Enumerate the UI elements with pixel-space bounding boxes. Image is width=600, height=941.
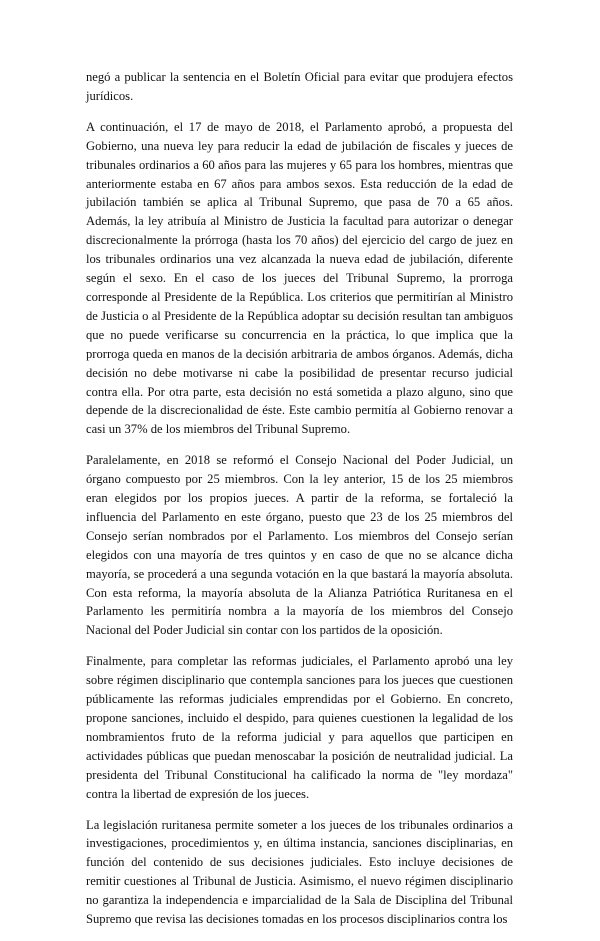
- paragraph-4: Finalmente, para completar las reformas judiciales, el Parlamento aprobó una ley sobre régimen disciplinario que contempla sanciones para los jueces que cuestionen públicamente las reformas judiciales emprendidas por el Gobierno. En concreto, propone sanciones, incluido el despido, para quienes cuestionen la legalidad de los nombramientos fruto de la reforma judicial y para aquellos que participen en actividades públicas que puedan menoscabar la posición de neutralidad judicial. La presidenta del Tribunal Constitucional ha calificado la norma de "ley mordaza" contra la libertad de expresión de los jueces.: [86, 654, 513, 801]
- paragraph-3: Paralelamente, en 2018 se reformó el Consejo Nacional del Poder Judicial, un órgano compuesto por 25 miembros. Con la ley anterior, 15 de los 25 miembros eran elegidos por los propios jueces. A partir de la reforma, se fortaleció la influencia del Parlamento en este órgano, puesto que 23 de los 25 miembros del Consejo serían nombrados por el Parlamento. Los miembros del Consejo serían elegidos con una mayoría de tres quintos y en caso de que no se alcance dicha mayoría, se procederá a una segunda votación en la que bastará la mayoría absoluta. Con esta reforma, la mayoría absoluta de la Alianza Patriótica Ruritanesa en el Parlamento les permitiría nombra a la mayoría de los miembros del Consejo Nacional del Poder Judicial sin contar con los partidos de la oposición.: [86, 453, 513, 638]
- paragraph-1: negó a publicar la sentencia en el Boletín Oficial para evitar que produjera efectos jurídicos.: [86, 70, 513, 103]
- paragraph-2: A continuación, el 17 de mayo de 2018, el Parlamento aprobó, a propuesta del Gobierno, una nueva ley para reducir la edad de jubilación de fiscales y jueces de tribunales ordinarios a 60 años para las mujeres y 65 para los hombres, mientras que anteriormente estaba en 67 años para ambos sexos. Esta reducción de la edad de jubilación también se aplica al Tribunal Supremo, que pasa de 70 a 65 años. Además, la ley atribuía al Ministro de Justicia la facultad para autorizar o denegar discrecionalmente la prórroga (hasta los 70 años) del ejercicio del cargo de juez en los tribunales ordinarios una vez alcanzada la nueva edad de jubilación, diferente según el sexo. En el caso de los jueces del Tribunal Supremo, la prorroga corresponde al Presidente de la República. Los criterios que permitirían al Ministro de Justicia o al Presidente de la República adoptar su decisión resultan tan ambiguos que no puede verificarse su concurrencia en la práctica, lo que implica que la prorroga queda en manos de la decisión arbitraria de ambos órganos. Además, dicha decisión no debe motivarse ni cabe la posibilidad de presentar recurso judicial contra ella. Por otra parte, esta decisión no está sometida a plazo alguno, sino que depende de la discrecionalidad de éste. Este cambio permitía al Gobierno renovar a casi un 37% de los miembros del Tribunal Supremo.: [86, 119, 513, 437]
- document-body: [86, 68, 513, 941]
- paragraph-5: La legislación ruritanesa permite someter a los jueces de los tribunales ordinarios a investigaciones, procedimientos y, en última instancia, sanciones disciplinarias, en función del contenido de sus decisiones judiciales. Esto incluye decisiones de remitir cuestiones al Tribunal de Justicia. Asimismo, el nuevo régimen disciplinario no garantiza la independencia e imparcialidad de la Sala de Disciplina del Tribunal Supremo que revisa las decisiones tomadas en los procesos disciplinarios contra los: [86, 817, 513, 927]
